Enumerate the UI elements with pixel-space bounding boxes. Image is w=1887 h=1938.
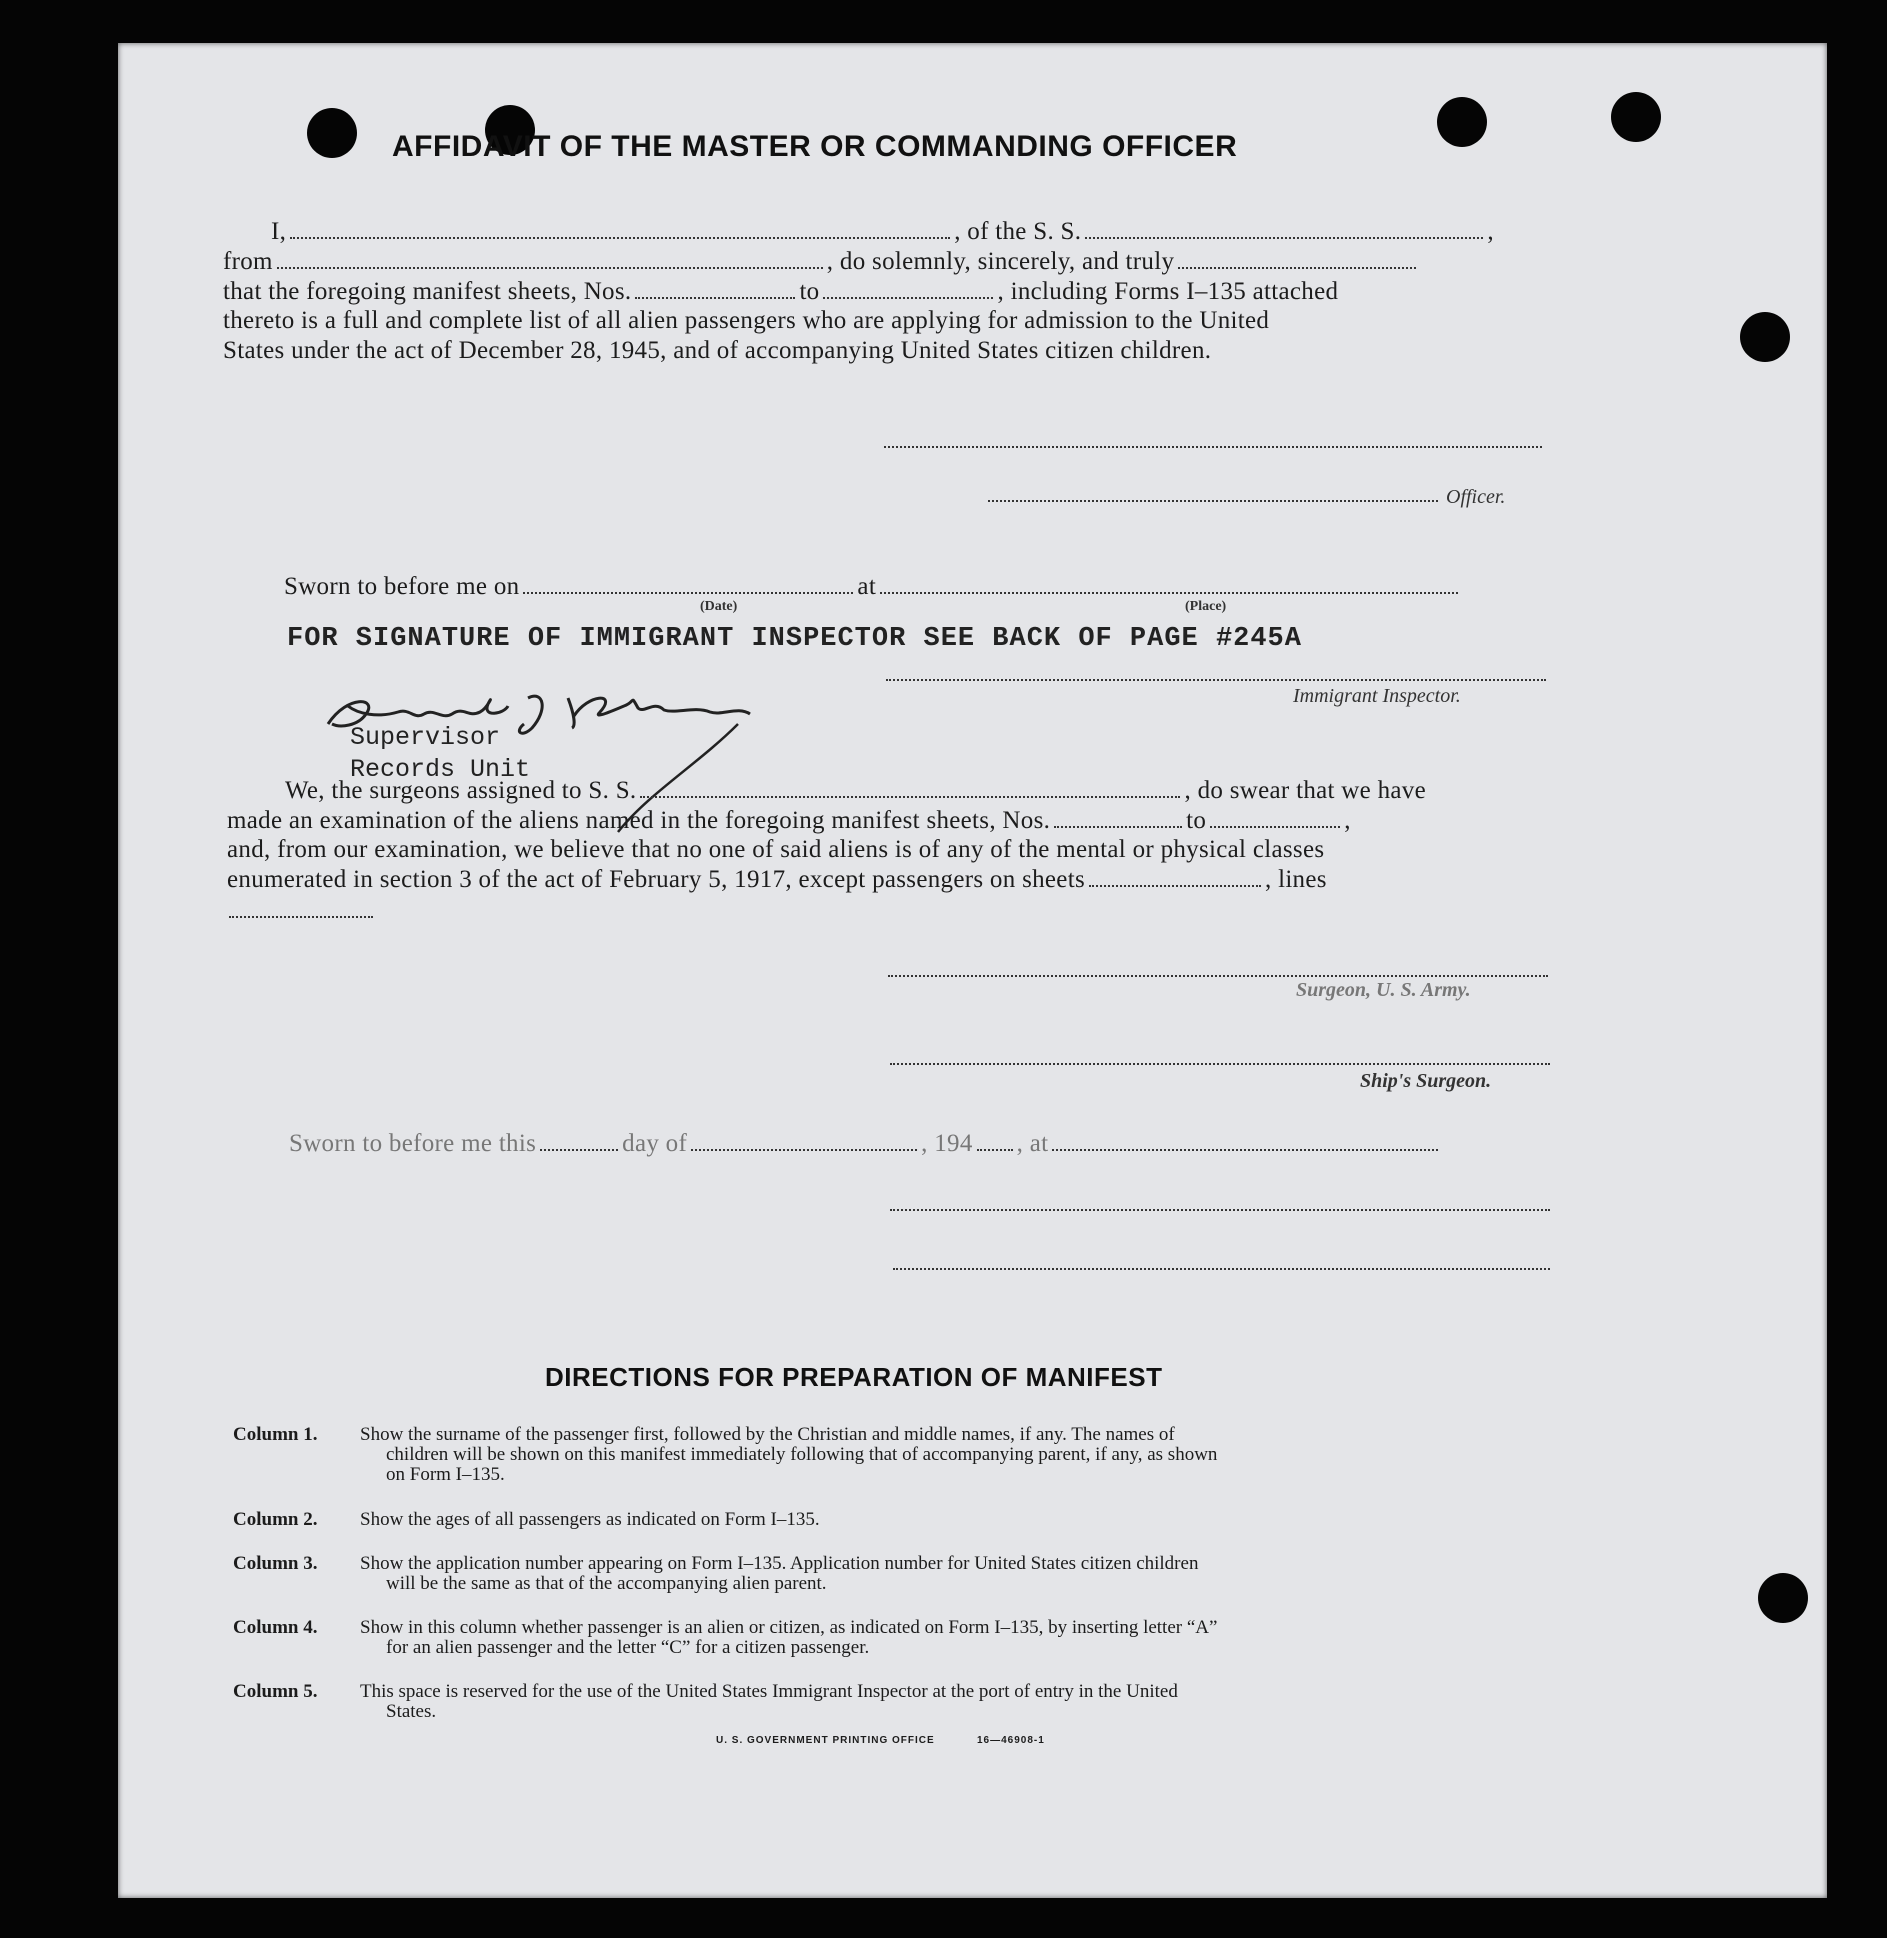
ship-name-field[interactable] — [1085, 219, 1483, 239]
date-caption: (Date) — [700, 599, 738, 614]
except-lines-field[interactable] — [229, 916, 373, 918]
sworn-date-field[interactable] — [523, 574, 853, 594]
surgeons-line-4: enumerated in section 3 of the act of February 5, 1917, except passengers on sheets , lines — [227, 866, 1327, 893]
sworn-place-field[interactable] — [880, 574, 1458, 594]
sworn-day-field[interactable] — [540, 1131, 618, 1151]
form-code: 16—46908-1 — [977, 1735, 1045, 1746]
directions-title: DIRECTIONS FOR PREPARATION OF MANIFEST — [545, 1362, 1163, 1392]
inspector-label: Immigrant Inspector. — [1293, 685, 1461, 707]
affidavit-title: AFFIDAVIT OF THE MASTER OR COMMANDING OFFICER — [392, 130, 1238, 163]
affidavit-line-4: thereto is a full and complete list of all alien passengers who are applying for admission to the United — [223, 307, 1270, 334]
army-surgeon-label: Surgeon, U. S. Army. — [1296, 979, 1471, 1001]
affidavit-line-5: States under the act of December 28, 1945, and of accompanying United States citizen children. — [223, 337, 1212, 364]
punch-hole — [1758, 1573, 1808, 1623]
sworn-year-field[interactable] — [977, 1131, 1013, 1151]
surgeon-sheet-to-field[interactable] — [1210, 808, 1340, 828]
surgeons-line-1: We, the surgeons assigned to S. S. , do swear that we have — [285, 777, 1426, 804]
inspector-signature-line[interactable] — [886, 679, 1546, 681]
affidavit-line-3: that the foregoing manifest sheets, Nos. to , including Forms I–135 attached — [223, 278, 1339, 305]
army-surgeon-signature-line[interactable] — [888, 975, 1548, 977]
surgeon-ship-field[interactable] — [640, 778, 1180, 798]
officer-title-line[interactable] — [988, 500, 1438, 502]
sworn-at-field[interactable] — [1052, 1131, 1438, 1151]
ship-surgeon-label: Ship's Surgeon. — [1360, 1070, 1492, 1092]
sworn-this-line: Sworn to before me this day of , 194 , at — [289, 1130, 1442, 1158]
surgeon-sheet-from-field[interactable] — [1054, 808, 1182, 828]
ship-surgeon-signature-line[interactable] — [890, 1063, 1550, 1065]
official-title-line[interactable] — [893, 1268, 1550, 1270]
sworn-line: Sworn to before me on at — [284, 573, 1462, 601]
sheet-from-field[interactable] — [635, 279, 795, 299]
official-signature-line[interactable] — [890, 1209, 1550, 1211]
except-sheets-field[interactable] — [1089, 867, 1261, 887]
place-caption: (Place) — [1185, 599, 1227, 614]
affidavit-line-1: I, , of the S. S. , — [271, 218, 1494, 245]
master-name-field[interactable] — [290, 219, 950, 239]
punch-hole — [1437, 97, 1487, 147]
oath-field[interactable] — [1178, 249, 1416, 269]
typed-inspector-note: FOR SIGNATURE OF IMMIGRANT INSPECTOR SEE BACK OF PAGE #245A — [287, 624, 1302, 654]
officer-signature-line[interactable] — [884, 446, 1542, 448]
sheet-to-field[interactable] — [823, 279, 993, 299]
punch-hole — [1611, 92, 1661, 142]
affidavit-line-2: from , do solemnly, sincerely, and truly — [223, 248, 1420, 276]
stamp-supervisor: Supervisor — [350, 723, 501, 752]
punch-hole — [1740, 312, 1790, 362]
officer-label: Officer. — [1446, 486, 1506, 508]
surgeons-line-2: made an examination of the aliens named in the foregoing manifest sheets, Nos. to , — [227, 807, 1351, 834]
printing-office: U. S. GOVERNMENT PRINTING OFFICE — [716, 1735, 935, 1746]
stamp-records-unit: Records Unit — [350, 755, 531, 784]
surgeons-line-3: and, from our examination, we believe that no one of said aliens is of any of the mental or physical classes — [227, 836, 1325, 863]
port-from-field[interactable] — [277, 249, 823, 269]
sworn-month-field[interactable] — [691, 1131, 917, 1151]
punch-hole — [307, 108, 357, 158]
